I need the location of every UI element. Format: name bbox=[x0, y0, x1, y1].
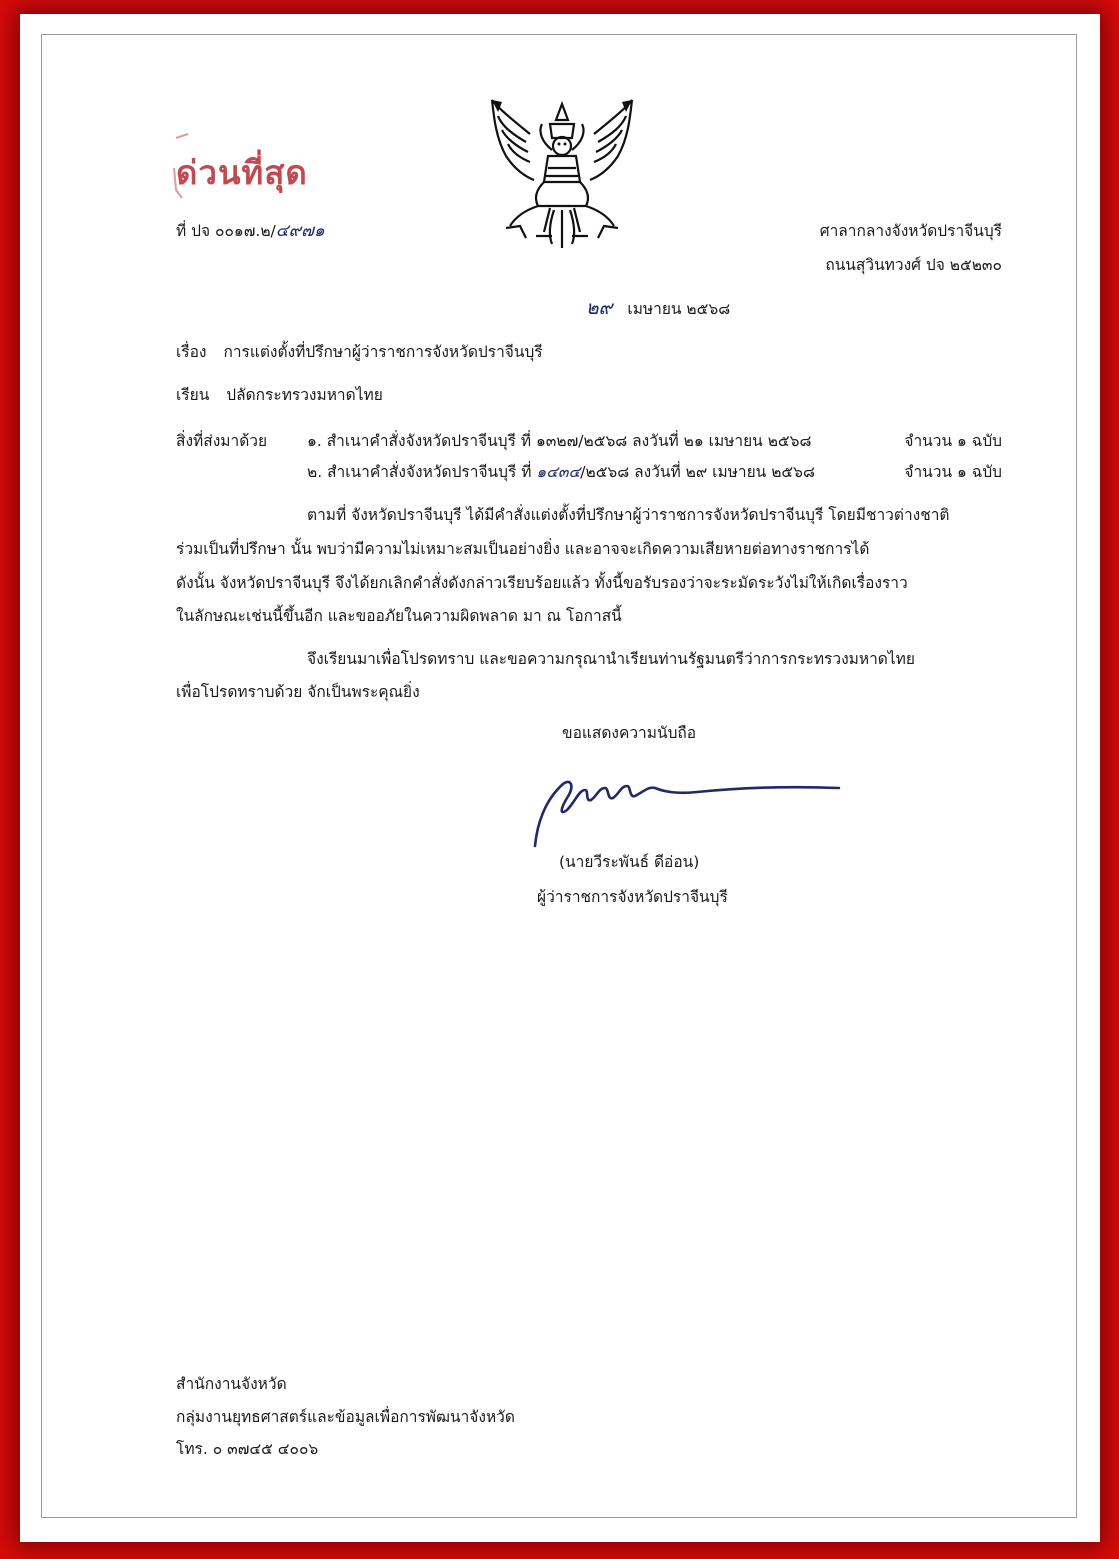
reference-handwritten-number: ๔๙๗๑ bbox=[275, 221, 325, 241]
date-month-year: เมษายน ๒๕๖๘ bbox=[627, 300, 731, 318]
enclosure-item-1-count: จำนวน ๑ ฉบับ bbox=[904, 432, 1002, 450]
recipient-label: เรียน bbox=[176, 386, 210, 404]
enclosure-item-2-handwritten-number: ๑๔๓๔ bbox=[536, 463, 581, 481]
enclosure-item-1: ๑. สำเนาคำสั่งจังหวัดปราจีนบุรี ที่ ๑๓๒๗/๒๕๖๘ ลงวันที่ ๒๑ เมษายน ๒๕๖๘ bbox=[307, 432, 812, 450]
footer-division: กลุ่มงานยุทธศาสตร์และข้อมูลเพื่อการพัฒนาจังหวัด bbox=[176, 1408, 515, 1426]
body-line-1: ตามที่ จังหวัดปราจีนบุรี ได้มีคำสั่งแต่งตั้งที่ปรึกษาผู้ว่าราชการจังหวัดปราจีนบุรี โดยมีชาวต่างชาติ bbox=[307, 506, 950, 524]
urgent-stamp: ด่วนที่สุด bbox=[176, 153, 308, 192]
signer-title: ผู้ว่าราชการจังหวัดปราจีนบุรี bbox=[537, 888, 728, 906]
recipient-text: ปลัดกระทรวงมหาดไทย bbox=[226, 386, 383, 404]
reference-number bbox=[176, 221, 325, 241]
date-handwritten-day: ๒๙ bbox=[586, 297, 613, 319]
closing-line-2: เพื่อโปรดทราบด้วย จักเป็นพระคุณยิ่ง bbox=[176, 683, 420, 701]
recipient-line bbox=[176, 385, 383, 405]
subject-line bbox=[176, 342, 543, 362]
body-line-2: ร่วมเป็นที่ปรึกษา นั้น พบว่ามีความไม่เหมาะสมเป็นอย่างยิ่ง และอาจจะเกิดความเสียหายต่อทางราชการได้ bbox=[176, 540, 870, 558]
reference-prefix: ที่ ปจ ๐๐๑๗.๒/ bbox=[176, 222, 276, 240]
subject-label: เรื่อง bbox=[176, 343, 207, 361]
body-line-4: ในลักษณะเช่นนี้ขึ้นอีก และขออภัยในความผิดพลาด มา ณ โอกาสนี้ bbox=[176, 607, 622, 625]
enclosure-item-2 bbox=[307, 462, 815, 482]
enclosures-label: สิ่งที่ส่งมาด้วย bbox=[176, 432, 268, 450]
document-date bbox=[586, 298, 730, 319]
body-line-3: ดังนั้น จังหวัดปราจีนบุรี จึงได้ยกเลิกคำสั่งดังกล่าวเรียบร้อยแล้ว ทั้งนี้ขอรับรองว่าจะระมัดระวังไม่ให้เกิดเรื่องราว bbox=[176, 574, 908, 592]
footer-office: สำนักงานจังหวัด bbox=[176, 1375, 287, 1393]
enclosure-item-2-post: /๒๕๖๘ ลงวันที่ ๒๙ เมษายน ๒๕๖๘ bbox=[580, 463, 815, 481]
complimentary-close: ขอแสดงความนับถือ bbox=[562, 724, 697, 742]
enclosure-item-2-count: จำนวน ๑ ฉบับ bbox=[904, 463, 1002, 481]
garuda-emblem-icon bbox=[486, 98, 638, 254]
handwritten-signature bbox=[527, 764, 857, 856]
closing-line-1: จึงเรียนมาเพื่อโปรดทราบ และขอความกรุณานำเรียนท่านรัฐมนตรีว่าการกระทรวงมหาดไทย bbox=[307, 650, 915, 668]
sender-address-line-1: ศาลากลางจังหวัดปราจีนบุรี bbox=[819, 222, 1002, 240]
enclosure-item-2-pre: ๒. สำเนาคำสั่งจังหวัดปราจีนบุรี ที่ bbox=[307, 463, 537, 481]
footer-phone: โทร. ๐ ๓๗๔๕ ๔๐๐๖ bbox=[176, 1440, 319, 1458]
signer-name: (นายวีระพันธ์ ดีอ่อน) bbox=[559, 853, 700, 871]
sender-address-line-2: ถนนสุวินทวงศ์ ปจ ๒๕๒๓๐ bbox=[825, 256, 1002, 274]
subject-text: การแต่งตั้งที่ปรึกษาผู้ว่าราชการจังหวัดปราจีนบุรี bbox=[223, 343, 543, 361]
